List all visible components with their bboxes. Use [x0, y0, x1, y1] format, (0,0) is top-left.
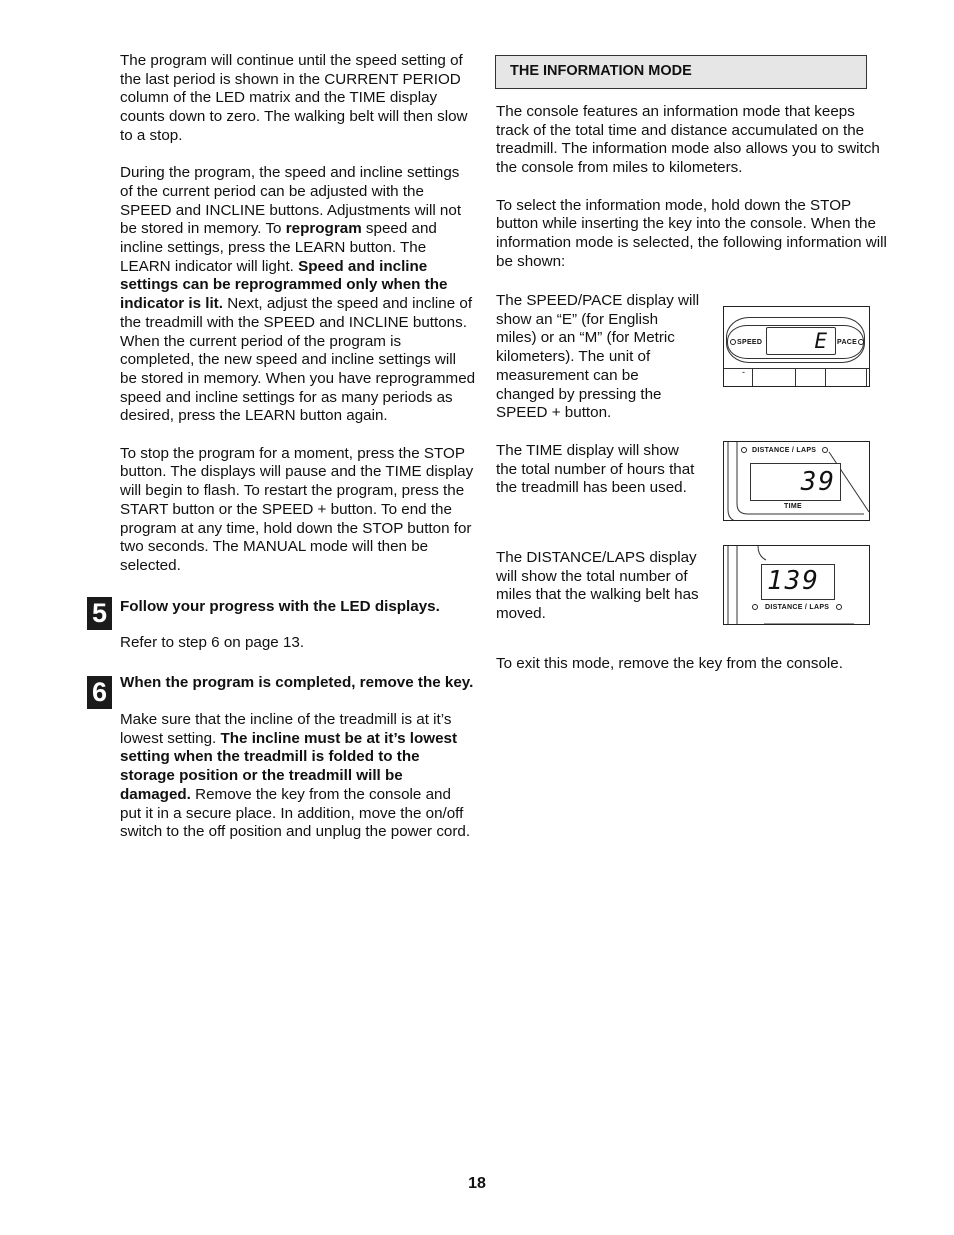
step-6-text: Make sure that the incline of the treadmill is at it’s lowest setting. The incline must be at it’s lowest setting when the treadmill is folded to the storage position or the treadmill will be damaged. Remove the key from the console and put it in a secure place. In addition, move the on/off switch to the off position and unplug the power cord.	[120, 711, 471, 841]
button-divider	[825, 368, 826, 387]
speed-indicator-icon	[730, 339, 736, 345]
distance-text: The DISTANCE/LAPS display will show the total number of miles that the walking belt has moved.	[496, 549, 699, 623]
step-6-badge: 6	[87, 676, 112, 709]
distance-miles-value: 139	[767, 566, 820, 596]
time-text: The TIME display will show the total number of hours that the treadmill has been used.	[496, 442, 695, 497]
time-hours-value: 39	[800, 467, 836, 497]
time-lcd-window	[750, 463, 841, 501]
pace-indicator-icon	[858, 339, 864, 345]
button-divider	[866, 368, 867, 387]
speed-label: SPEED	[737, 339, 763, 346]
indicator-dot-icon	[836, 604, 842, 610]
speed-pace-display-illustration	[723, 306, 870, 387]
paragraph-info-select: To select the information mode, hold down the STOP button while inserting the key into the console. When the information mode is selected, the following information will be shown:	[496, 196, 887, 270]
distance-laps-indicator-icon	[752, 604, 758, 610]
speed-unit-value: E	[814, 329, 829, 353]
indicator-dot-icon	[822, 447, 828, 453]
divider	[724, 368, 870, 369]
distance-lcd-window	[761, 564, 835, 600]
paragraph-program-continue: The program will continue until the speed setting of the last period is shown in the CURRENT PERIOD column of the LED matrix and the TIME display counts down to zero. The walking belt will then slow to a stop.	[120, 52, 468, 144]
paragraph-stop-program: To stop the program for a moment, press the STOP button. The displays will pause and the TIME display will begin to flash. To restart the program, press the START button or the SPEED + button. To end the program at any time, hold down the STOP button for two seconds. The MANUAL mode will then be selected.	[120, 444, 474, 574]
paragraph-reprogram: During the program, the speed and incline settings of the current period can be adjusted with the SPEED and INCLINE buttons. Adjustments will not be stored in memory. To reprogram speed and incline settings, press the LEARN button. The LEARN indicator will light. Speed and incline settings can be reprogrammed only when the indicator is lit. Next, adjust the speed and incline of the treadmill with the SPEED and INCLINE buttons. When the current period of the program is completed, the new speed and incline settings will be stored in memory. When you have reprogrammed speed and incline settings for as many periods as desired, press the LEARN button again.	[120, 164, 476, 425]
pace-label: PACE	[837, 339, 858, 346]
right-column	[496, 103, 888, 271]
distance-display-illustration	[723, 545, 870, 625]
left-column	[120, 52, 476, 576]
section-title: THE INFORMATION MODE	[510, 63, 692, 79]
minus-sign: -	[742, 367, 745, 377]
step-5-text: Refer to step 6 on page 13.	[120, 634, 305, 651]
paragraph-info-features: The console features an information mode that keeps track of the total time and distance accumulated on the treadmill. The information mode also allows you to switch the console from miles to kilometers.	[496, 103, 880, 177]
distance-laps-label: DISTANCE / LAPS	[765, 604, 830, 611]
distance-laps-label: DISTANCE / LAPS	[752, 447, 817, 454]
time-label: TIME	[784, 503, 802, 510]
button-divider	[752, 368, 753, 387]
information-mode-header	[495, 55, 867, 89]
time-display-illustration	[723, 441, 870, 521]
step-5-heading: Follow your progress with the LED displays.	[120, 598, 440, 615]
page-number: 18	[468, 1175, 486, 1192]
speed-lcd-window	[766, 327, 836, 355]
button-divider	[795, 368, 796, 387]
distance-laps-indicator-icon	[741, 447, 747, 453]
step-5-badge: 5	[87, 597, 112, 630]
speed-pace-text: The SPEED/PACE display will show an “E” (for English miles) or an “M” (for Metric kilometers). The unit of measurement can be changed by pressing the SPEED + button.	[496, 292, 700, 422]
exit-mode-text: To exit this mode, remove the key from the console.	[496, 655, 843, 672]
step-6-heading: When the program is completed, remove the key.	[120, 674, 474, 691]
